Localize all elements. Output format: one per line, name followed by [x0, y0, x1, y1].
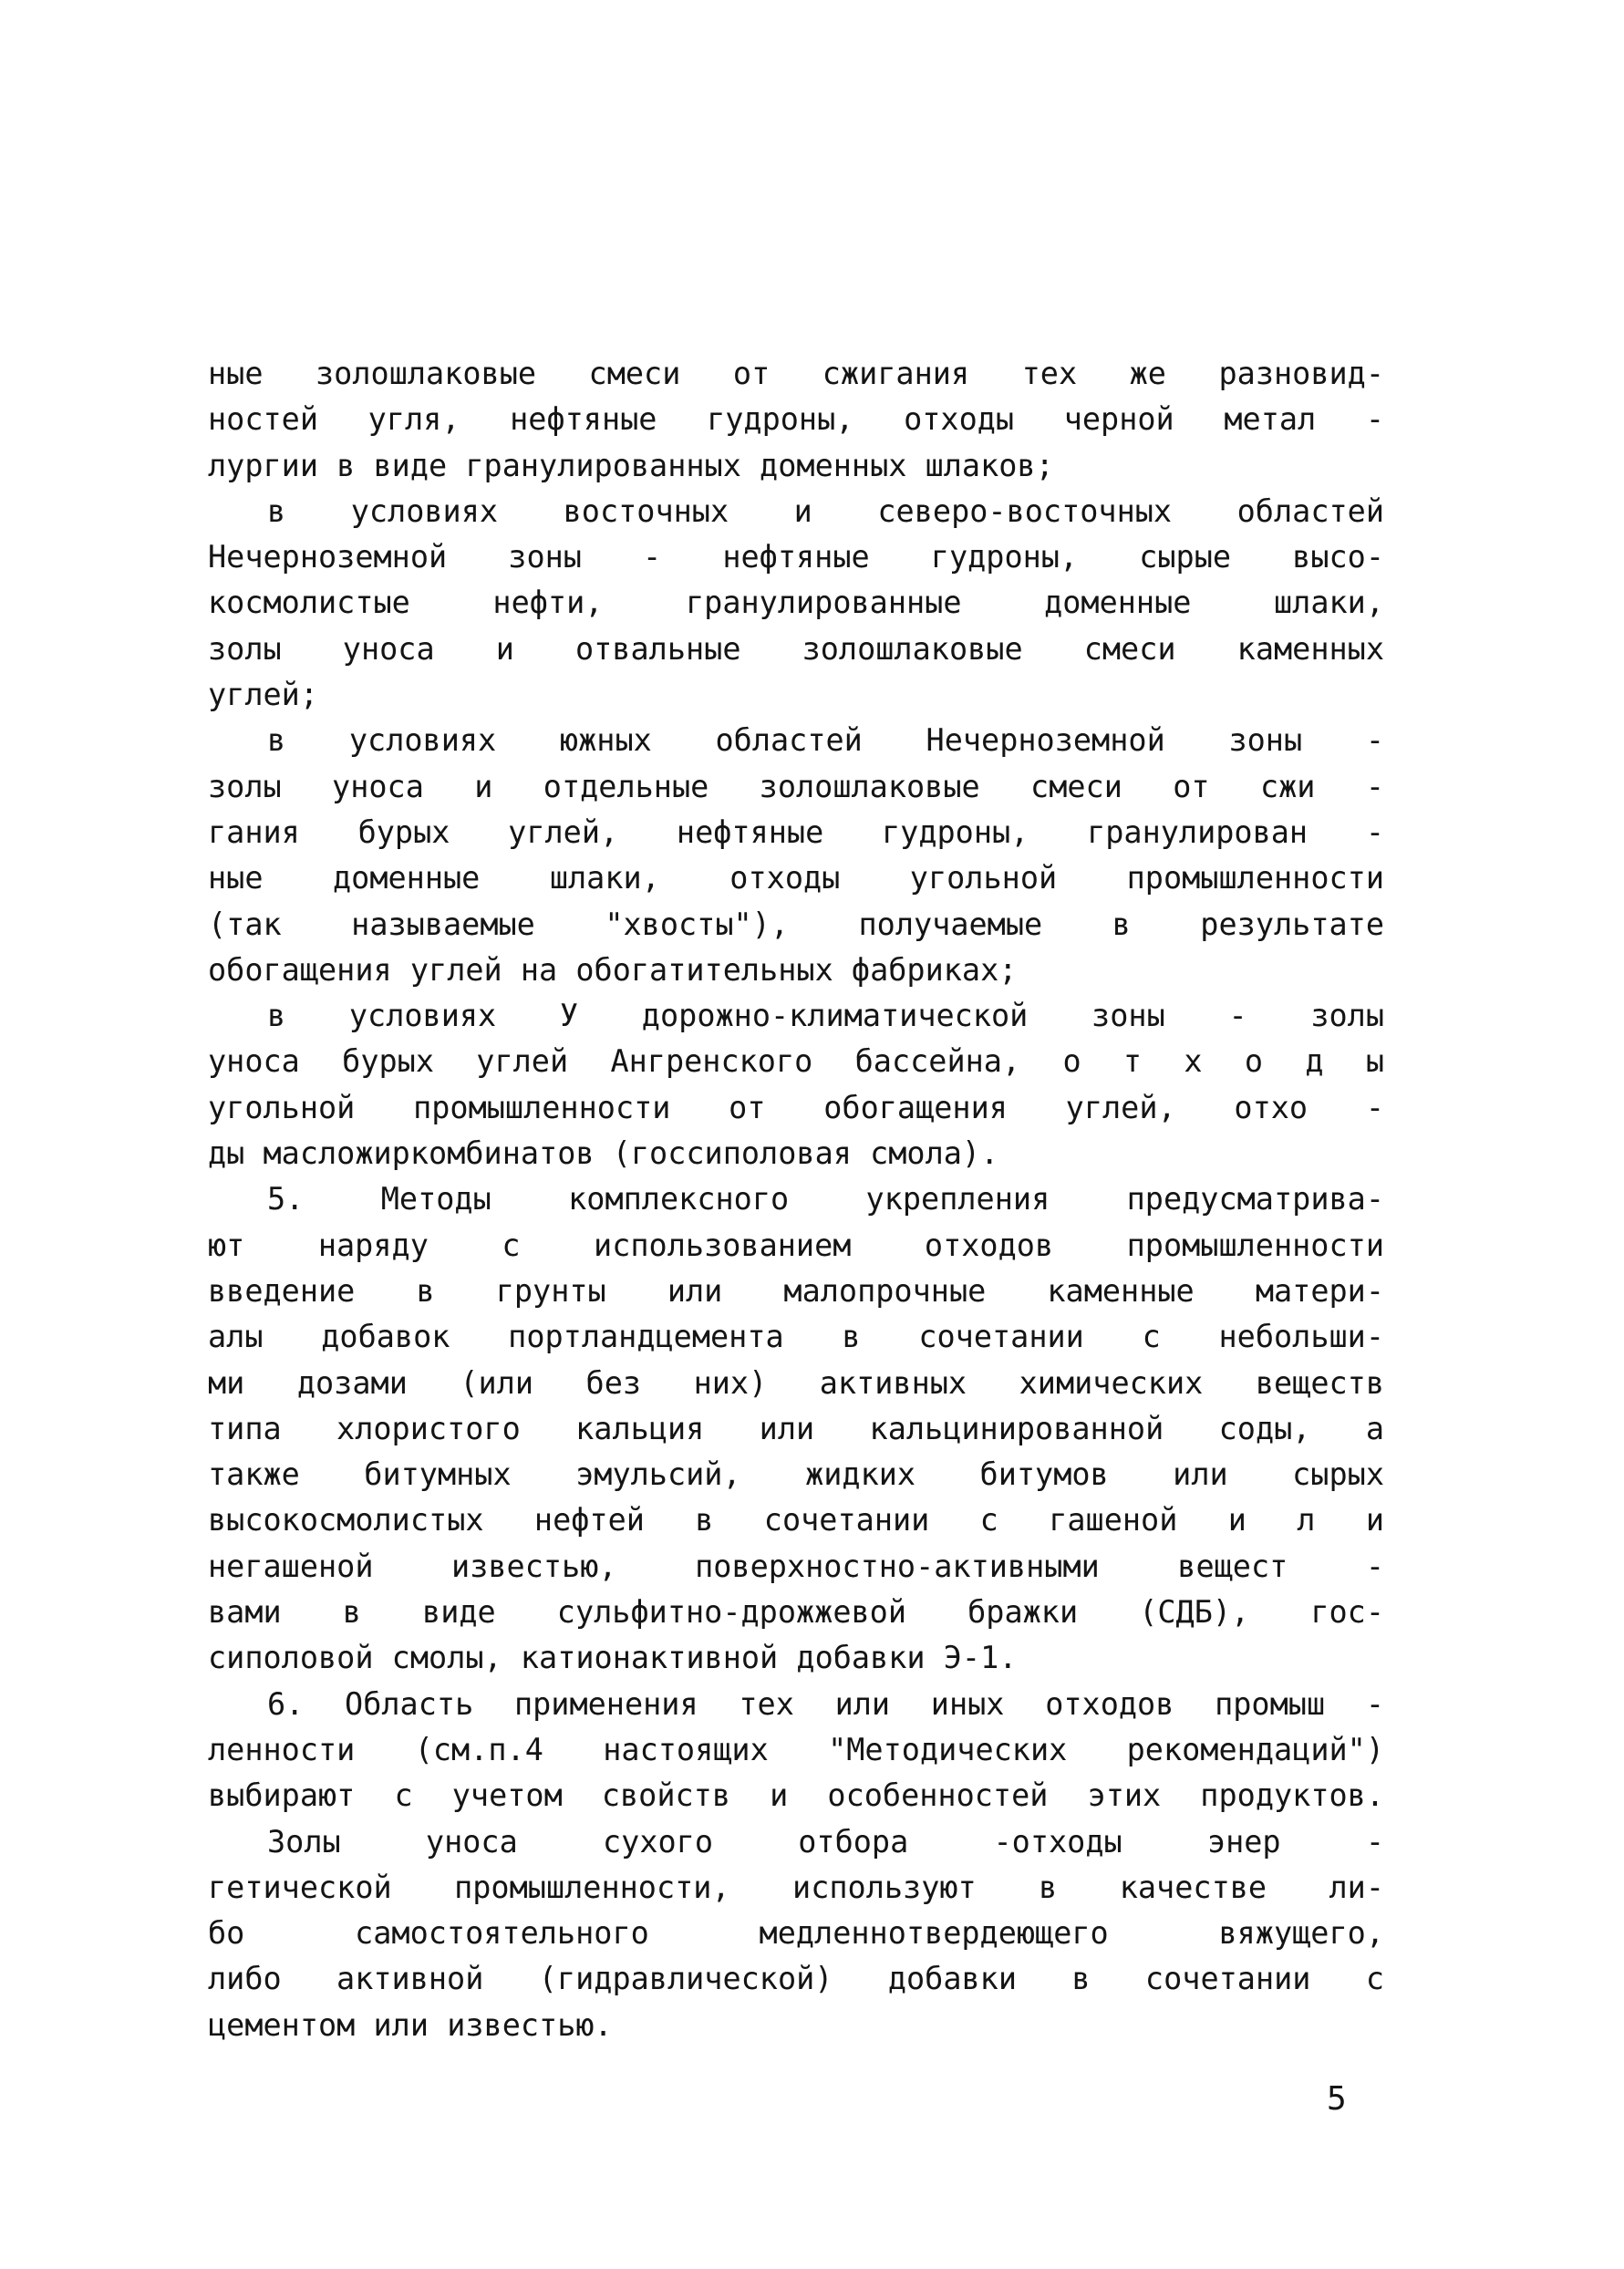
text-line: выбирают с учетом свойств и особенностей этих продуктов.	[208, 1777, 1384, 1814]
text-line: ные золошлаковые смеси от сжигания тех же разновид-	[208, 356, 1384, 391]
text-line: вами в виде сульфитно-дрожжевой бражки (СДБ), гос-	[208, 1594, 1384, 1631]
text-line: сиполовой смолы, катионактивной добавки Э-1.	[208, 1640, 1018, 1676]
text-line: ные доменные шлаки, отходы угольной промышленности	[208, 860, 1384, 896]
page-number: 5	[1327, 2080, 1347, 2118]
text-line: гетической промышленности, используют в качестве ли-	[208, 1869, 1384, 1905]
text-line: углей;	[208, 677, 319, 713]
text-line: введение в грунты или малопрочные каменные матери-	[208, 1272, 1384, 1309]
text-line: ми дозами (или без них) активных химических веществ	[208, 1364, 1384, 1401]
text-line: ды масложиркомбинатов (госсиполовая смола).	[208, 1135, 999, 1172]
text-line: Золы уноса сухого отбора -отходы энер -	[267, 1823, 1384, 1860]
text-line: в условиях У дорожно-климатической зоны - золы	[267, 998, 1384, 1034]
text-line: высокосмолистых нефтей в сочетании с гашеной и л и	[208, 1502, 1384, 1539]
text-line: в условиях южных областей Нечерноземной зоны -	[267, 722, 1384, 759]
text-line: также битумных эмульсий, жидких битумов или сырых	[208, 1456, 1384, 1493]
text-line: ленности (см.п.4 настоящих "Методических рекомендаций")	[208, 1731, 1384, 1767]
text-line: либо активной (гидравлической) добавки в сочетании с	[208, 1961, 1384, 1997]
text-line: гания бурых углей, нефтяные гудроны, гранулирован -	[208, 813, 1384, 850]
text-line: в условиях восточных и северо-восточных областей	[267, 492, 1384, 529]
text-line: уноса бурых углей Ангренского бассейна, о т х о д ы	[208, 1043, 1384, 1080]
text-line: цементом или известью.	[208, 2006, 613, 2043]
text-line: угольной промышленности от обогащения углей, отхо -	[208, 1089, 1384, 1125]
text-line: алы добавок портландцемента в сочетании с небольши-	[208, 1319, 1384, 1355]
text-line: космолистые нефти, гранулированные доменные шлаки,	[208, 585, 1384, 621]
body-text	[208, 351, 1384, 2048]
text-line: 6. Область применения тех или иных отходов промыш -	[267, 1685, 1384, 1722]
text-line: золы уноса и отдельные золошлаковые смеси от сжи -	[208, 768, 1384, 804]
text-line: (так называемые "хвосты"), получаемые в результате	[208, 906, 1384, 942]
text-line: Нечерноземной зоны - нефтяные гудроны, сырые высо-	[208, 539, 1384, 575]
text-line: ют наряду с использованием отходов промышленности	[208, 1227, 1384, 1263]
text-line: золы уноса и отвальные золошлаковые смеси каменных	[208, 630, 1384, 667]
text-line: негашеной известью, поверхностно-активными вещест -	[208, 1548, 1384, 1584]
text-line: ностей угля, нефтяные гудроны, отходы черной метал -	[208, 401, 1384, 438]
text-line: типа хлористого кальция или кальцинированной соды, а	[208, 1410, 1384, 1446]
text-line: лургии в виде гранулированных доменных шлаков;	[208, 447, 1054, 483]
text-line: бо самостоятельного медленнотвердеющего вяжущего,	[208, 1915, 1384, 1952]
text-line: обогащения углей на обогатительных фабриках;	[208, 951, 1018, 988]
text-line: 5. Методы комплексного укрепления предусматрива-	[267, 1181, 1384, 1217]
